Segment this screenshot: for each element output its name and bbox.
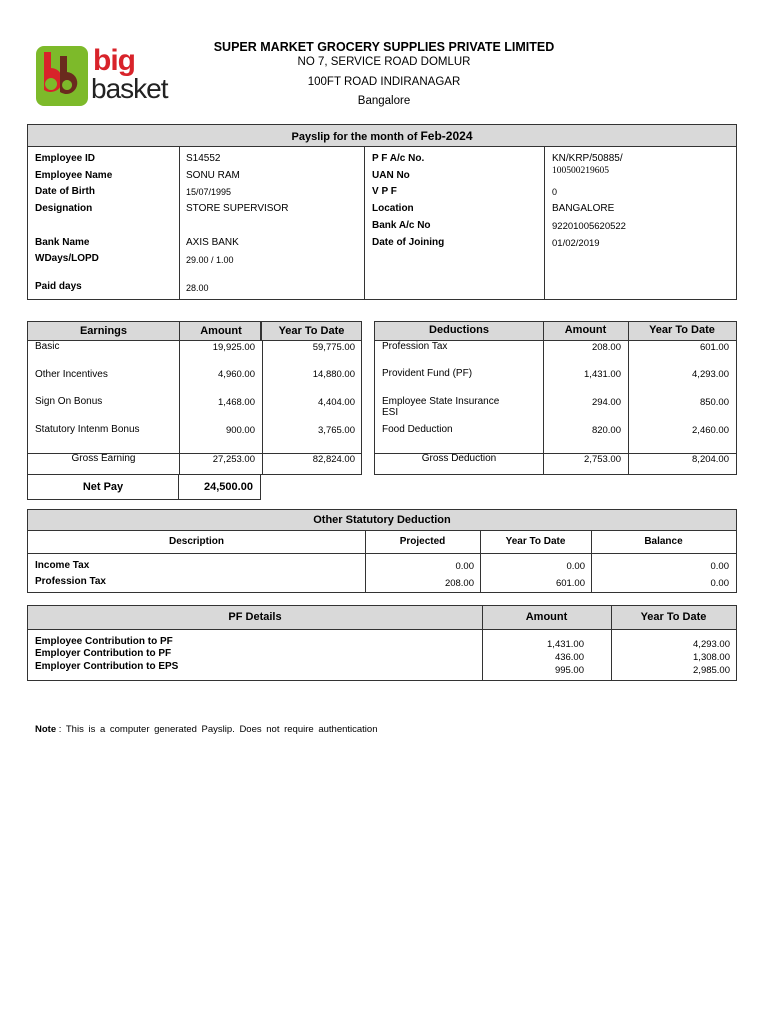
value-employee-name: SONU RAM: [186, 170, 240, 181]
value-location: BANGALORE: [552, 203, 615, 214]
deductions-col-amount: Amount: [564, 324, 607, 336]
gross-earning-ytd: 82,824.00: [312, 454, 355, 465]
company-city: Bangalore: [357, 95, 411, 107]
note-text: : This is a computer generated Payslip. Does not require authentication: [58, 724, 378, 735]
statutory-col-balance: Balance: [644, 536, 683, 547]
company-address-2: 100FT ROAD INDIRANAGAR: [307, 76, 461, 88]
label-paid-days: Paid days: [35, 281, 82, 292]
gross-deduction-ytd: 8,204.00: [692, 454, 729, 465]
note-label: Note: [35, 724, 57, 735]
payslip-title: Payslip for the month of Feb-2024: [291, 129, 473, 143]
value-dob: 15/07/1995: [186, 187, 232, 197]
earnings-header-ytd: [261, 321, 362, 341]
value-designation: STORE SUPERVISOR: [186, 203, 289, 214]
label-designation: Designation: [35, 203, 93, 214]
company-name: SUPER MARKET GROCERY SUPPLIES PRIVATE LIMITED: [213, 40, 555, 54]
company-address-1: NO 7, SERVICE ROAD DOMLUR: [297, 56, 471, 68]
value-paid-days: 28.00: [186, 283, 209, 293]
earnings-body: Basic 19,925.00 59,775.00 Other Incentives 4,960.00 14,880.00 Sign On Bonus 1,468.00 4,404.00 Statutory Intenm Bonus 900.00 3,765.00 Gross Earning 27,253.00 82,824.00: [27, 340, 362, 475]
statutory-table: Description Projected Year To Date Balance Income Tax 0.00 0.00 0.00 Profession Tax 208.00 601.00 0.00: [27, 530, 737, 593]
pf-col-details: PF Details: [228, 611, 282, 623]
gross-deduction-label: Gross Deduction: [421, 453, 497, 464]
net-pay-label: Net Pay: [82, 481, 124, 493]
earnings-col-name: Earnings: [79, 325, 128, 337]
statutory-col-description: Description: [168, 536, 224, 547]
footer-note: [35, 724, 377, 735]
label-bank-name: Bank Name: [35, 237, 90, 248]
label-employee-id: Employee ID: [35, 153, 96, 164]
value-bank-name: AXIS BANK: [186, 237, 239, 248]
pf-header: [27, 605, 737, 630]
statutory-title: Other Statutory Deduction: [313, 514, 451, 526]
employee-details: [27, 146, 737, 300]
deductions-col-name: Deductions: [429, 324, 489, 336]
statutory-col-ytd: Year To Date: [505, 536, 566, 547]
earnings-col-ytd: Year To Date: [278, 325, 345, 337]
label-employee-name: Employee Name: [35, 170, 113, 181]
label-bank-ac: Bank A/c No: [372, 220, 431, 231]
value-vpf: 0: [552, 187, 558, 197]
value-wdays-lopd: 29.00 / 1.00: [186, 255, 234, 265]
value-employee-id: S14552: [186, 153, 221, 164]
pf-body: Employee Contribution to PF 1,431.00 4,293.00 Employer Contribution to PF 436.00 1,308.00 Employer Contribution to EPS 995.00 2,985.00: [27, 629, 737, 681]
label-doj: Date of Joining: [372, 237, 445, 248]
logo-text-basket: basket: [91, 73, 168, 104]
label-vpf: V P F: [372, 186, 397, 197]
earnings-header: [27, 321, 261, 341]
gross-deduction-amount: 2,753.00: [584, 454, 621, 465]
net-pay-value: 24,500.00: [204, 481, 253, 493]
gross-earning-amount: 27,253.00: [212, 454, 255, 465]
value-bank-ac: 92201005620522: [552, 221, 626, 232]
label-location: Location: [372, 203, 414, 214]
deductions-body: Profession Tax 208.00 601.00 Provident Fund (PF) 1,431.00 4,293.00 Employee State Insurance ESI 294.00 850.00 Food Deduction 820.00 2,460.00 Gross Deduction 2,753.00 8,204.00: [374, 340, 737, 475]
label-dob: Date of Birth: [35, 186, 95, 197]
logo-text-big: big: [93, 44, 135, 77]
pf-col-amount: Amount: [525, 611, 568, 623]
label-pf-ac: P F A/c No.: [372, 153, 425, 164]
label-uan: UAN No: [372, 170, 410, 181]
pf-col-ytd: Year To Date: [640, 611, 707, 623]
statutory-title-bar: [27, 509, 737, 531]
deductions-col-ytd: Year To Date: [649, 324, 715, 336]
statutory-col-projected: Projected: [399, 536, 446, 547]
earnings-col-amount: Amount: [200, 325, 242, 337]
label-wdays-lopd: WDays/LOPD: [35, 253, 99, 264]
deductions-header: [374, 321, 737, 341]
value-pf-ac: KN/KRP/50885/: [552, 153, 623, 164]
net-pay-box: [27, 474, 261, 500]
value-doj: 01/02/2019: [552, 238, 600, 249]
payslip-title-bar: [27, 124, 737, 147]
gross-earning-label: Gross Earning: [71, 453, 136, 464]
value-uan: 100500219605: [552, 166, 609, 176]
